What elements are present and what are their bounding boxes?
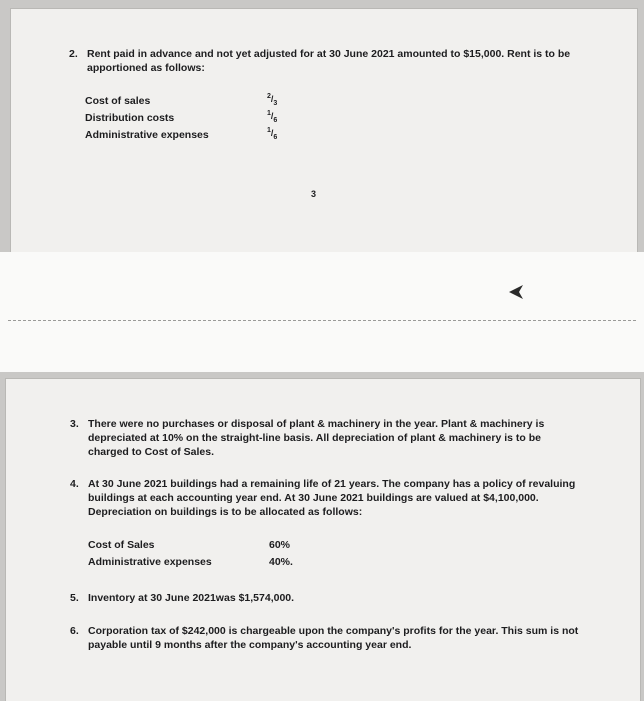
item-2-text: Rent paid in advance and not yet adjusted for at 30 June 2021 amounted to $15,000. Rent is to be apportioned as follows: [87, 48, 571, 74]
rent-row-label: Cost of sales [85, 95, 151, 107]
building-row-label: Administrative expenses [88, 556, 212, 568]
item-6-text: Corporation tax of $242,000 is chargeable upon the company's profits for the year. This sum is not payable until 9 months after the company's accounting year end. [88, 625, 579, 651]
building-row-value: 40%. [269, 556, 293, 568]
item-4-number: 4. [70, 478, 79, 490]
page-break-divider [8, 320, 636, 321]
item-6-number: 6. [70, 625, 79, 637]
rent-row-label: Administrative expenses [85, 129, 209, 141]
item-4-text: At 30 June 2021 buildings had a remaining life of 21 years. The company has a policy of revaluing buildings at each accounting year end. At 30 June 2021 buildings are valued at $4,100,000. Depreciation on buildings is to be allocated as follows: [88, 478, 576, 518]
page-sheet-bottom [5, 378, 641, 701]
item-3-text: There were no purchases or disposal of plant & machinery in the year. Plant & machinery is depreciated at 10% on the straight-line basis. All depreciation of plant & machinery is to be charged to Cost of Sales. [88, 418, 545, 458]
rent-row-fraction: $^1/_6$ [267, 127, 278, 141]
page-sheet-top [10, 8, 638, 253]
building-row-label: Cost of Sales [88, 539, 155, 551]
rent-row-label: Distribution costs [85, 112, 175, 124]
item-5-number: 5. [70, 592, 79, 604]
rent-row-fraction: $^1/_6$ [267, 110, 278, 124]
item-5-text: Inventory at 30 June 2021was $1,574,000. [88, 592, 295, 604]
mouse-pointer-icon [507, 283, 525, 301]
rent-row-fraction: $^2/_3$ [267, 93, 278, 107]
building-row-value: 60% [269, 539, 291, 551]
item-2-number: 2. [69, 48, 78, 60]
item-3-number: 3. [70, 418, 79, 430]
page-number: 3 [311, 189, 317, 199]
page-gap [0, 252, 644, 372]
